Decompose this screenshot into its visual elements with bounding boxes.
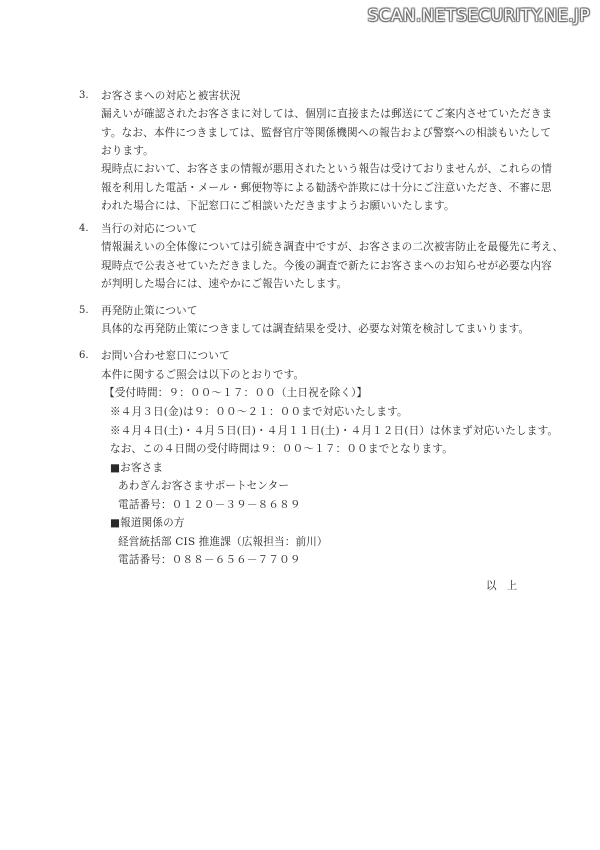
paragraph-line: す。なお、本件につきましては、監督官庁等関係機関への報告および警察への相談もいたして <box>101 127 552 139</box>
contact-heading: ■お客さま <box>110 462 164 474</box>
section-title: お問い合わせ窓口について <box>101 350 230 362</box>
contact-heading: ■報道関係の方 <box>110 517 185 529</box>
hours-note: ※４月４日(土)・４月５日(日)・４月１１日(土)・４月１２日(日）は休まず対応いたします。 <box>110 425 559 437</box>
paragraph-line: 報を利用した電話・メール・郵便物等による勧誘や詐欺には十分にご注意いただき、不審に思 <box>101 182 552 194</box>
section-number: 3. <box>79 90 89 101</box>
section-title: 当行の対応について <box>101 223 198 235</box>
section-title: お客さまへの対応と被害状況 <box>101 90 241 102</box>
section-number: 4. <box>79 223 89 234</box>
paragraph-line: 漏えいが確認されたお客さまに対しては、個別に直接または郵送にてご案内させていただきま <box>101 108 553 120</box>
paragraph-line: われた場合には、下記窓口にご相談いただきますようお願いいたします。 <box>101 200 455 212</box>
contact-phone: 電話番号：０１２０－３９－８６８９ <box>118 499 301 511</box>
section-title: 再発防止策について <box>101 305 198 317</box>
paragraph-line: 現時点で公表させていただきました。今後の調査で新たにお客さまへのお知らせが必要な内容 <box>101 260 552 272</box>
paragraph-line: おります。 <box>101 145 154 157</box>
section-number: 6. <box>79 350 89 361</box>
contact-phone: 電話番号：０８８－６５６－７７０９ <box>118 554 301 566</box>
closing-mark: 以上 <box>486 580 528 592</box>
business-hours: 【受付時間：９：００～１７：００（土日祝を除く）】 <box>104 387 368 399</box>
hours-note: なお、この４日間の受付時間は９：００～１７：００までとなります。 <box>110 443 453 455</box>
section-number: 5. <box>79 305 89 316</box>
paragraph-line: 具体的な再発防止策につきましては調査結果を受け、必要な対策を検討してまいります。 <box>101 323 530 335</box>
paragraph-line: が判明した場合には、速やかにご報告いたします。 <box>101 278 348 290</box>
contact-name: あわぎんお客さまサポートセンター <box>118 480 290 492</box>
site-watermark: SCAN.NETSECURITY.NE.JP <box>367 6 590 26</box>
contact-name: 経営統括部 CIS 推進課（広報担当：前川） <box>118 536 328 548</box>
paragraph-line: 情報漏えいの全体像については引続き調査中ですが、お客さまの二次被害防止を最優先に考え、 <box>101 241 564 253</box>
hours-note: ※４月３日(金)は９：００～２１：００まで対応いたします。 <box>110 406 408 418</box>
inquiry-intro: 本件に関するご照会は以下のとおりです。 <box>101 369 305 381</box>
paragraph-line: 現時点において、お客さまの情報が悪用されたという報告は受けておりませんが、これらの情 <box>101 163 553 175</box>
